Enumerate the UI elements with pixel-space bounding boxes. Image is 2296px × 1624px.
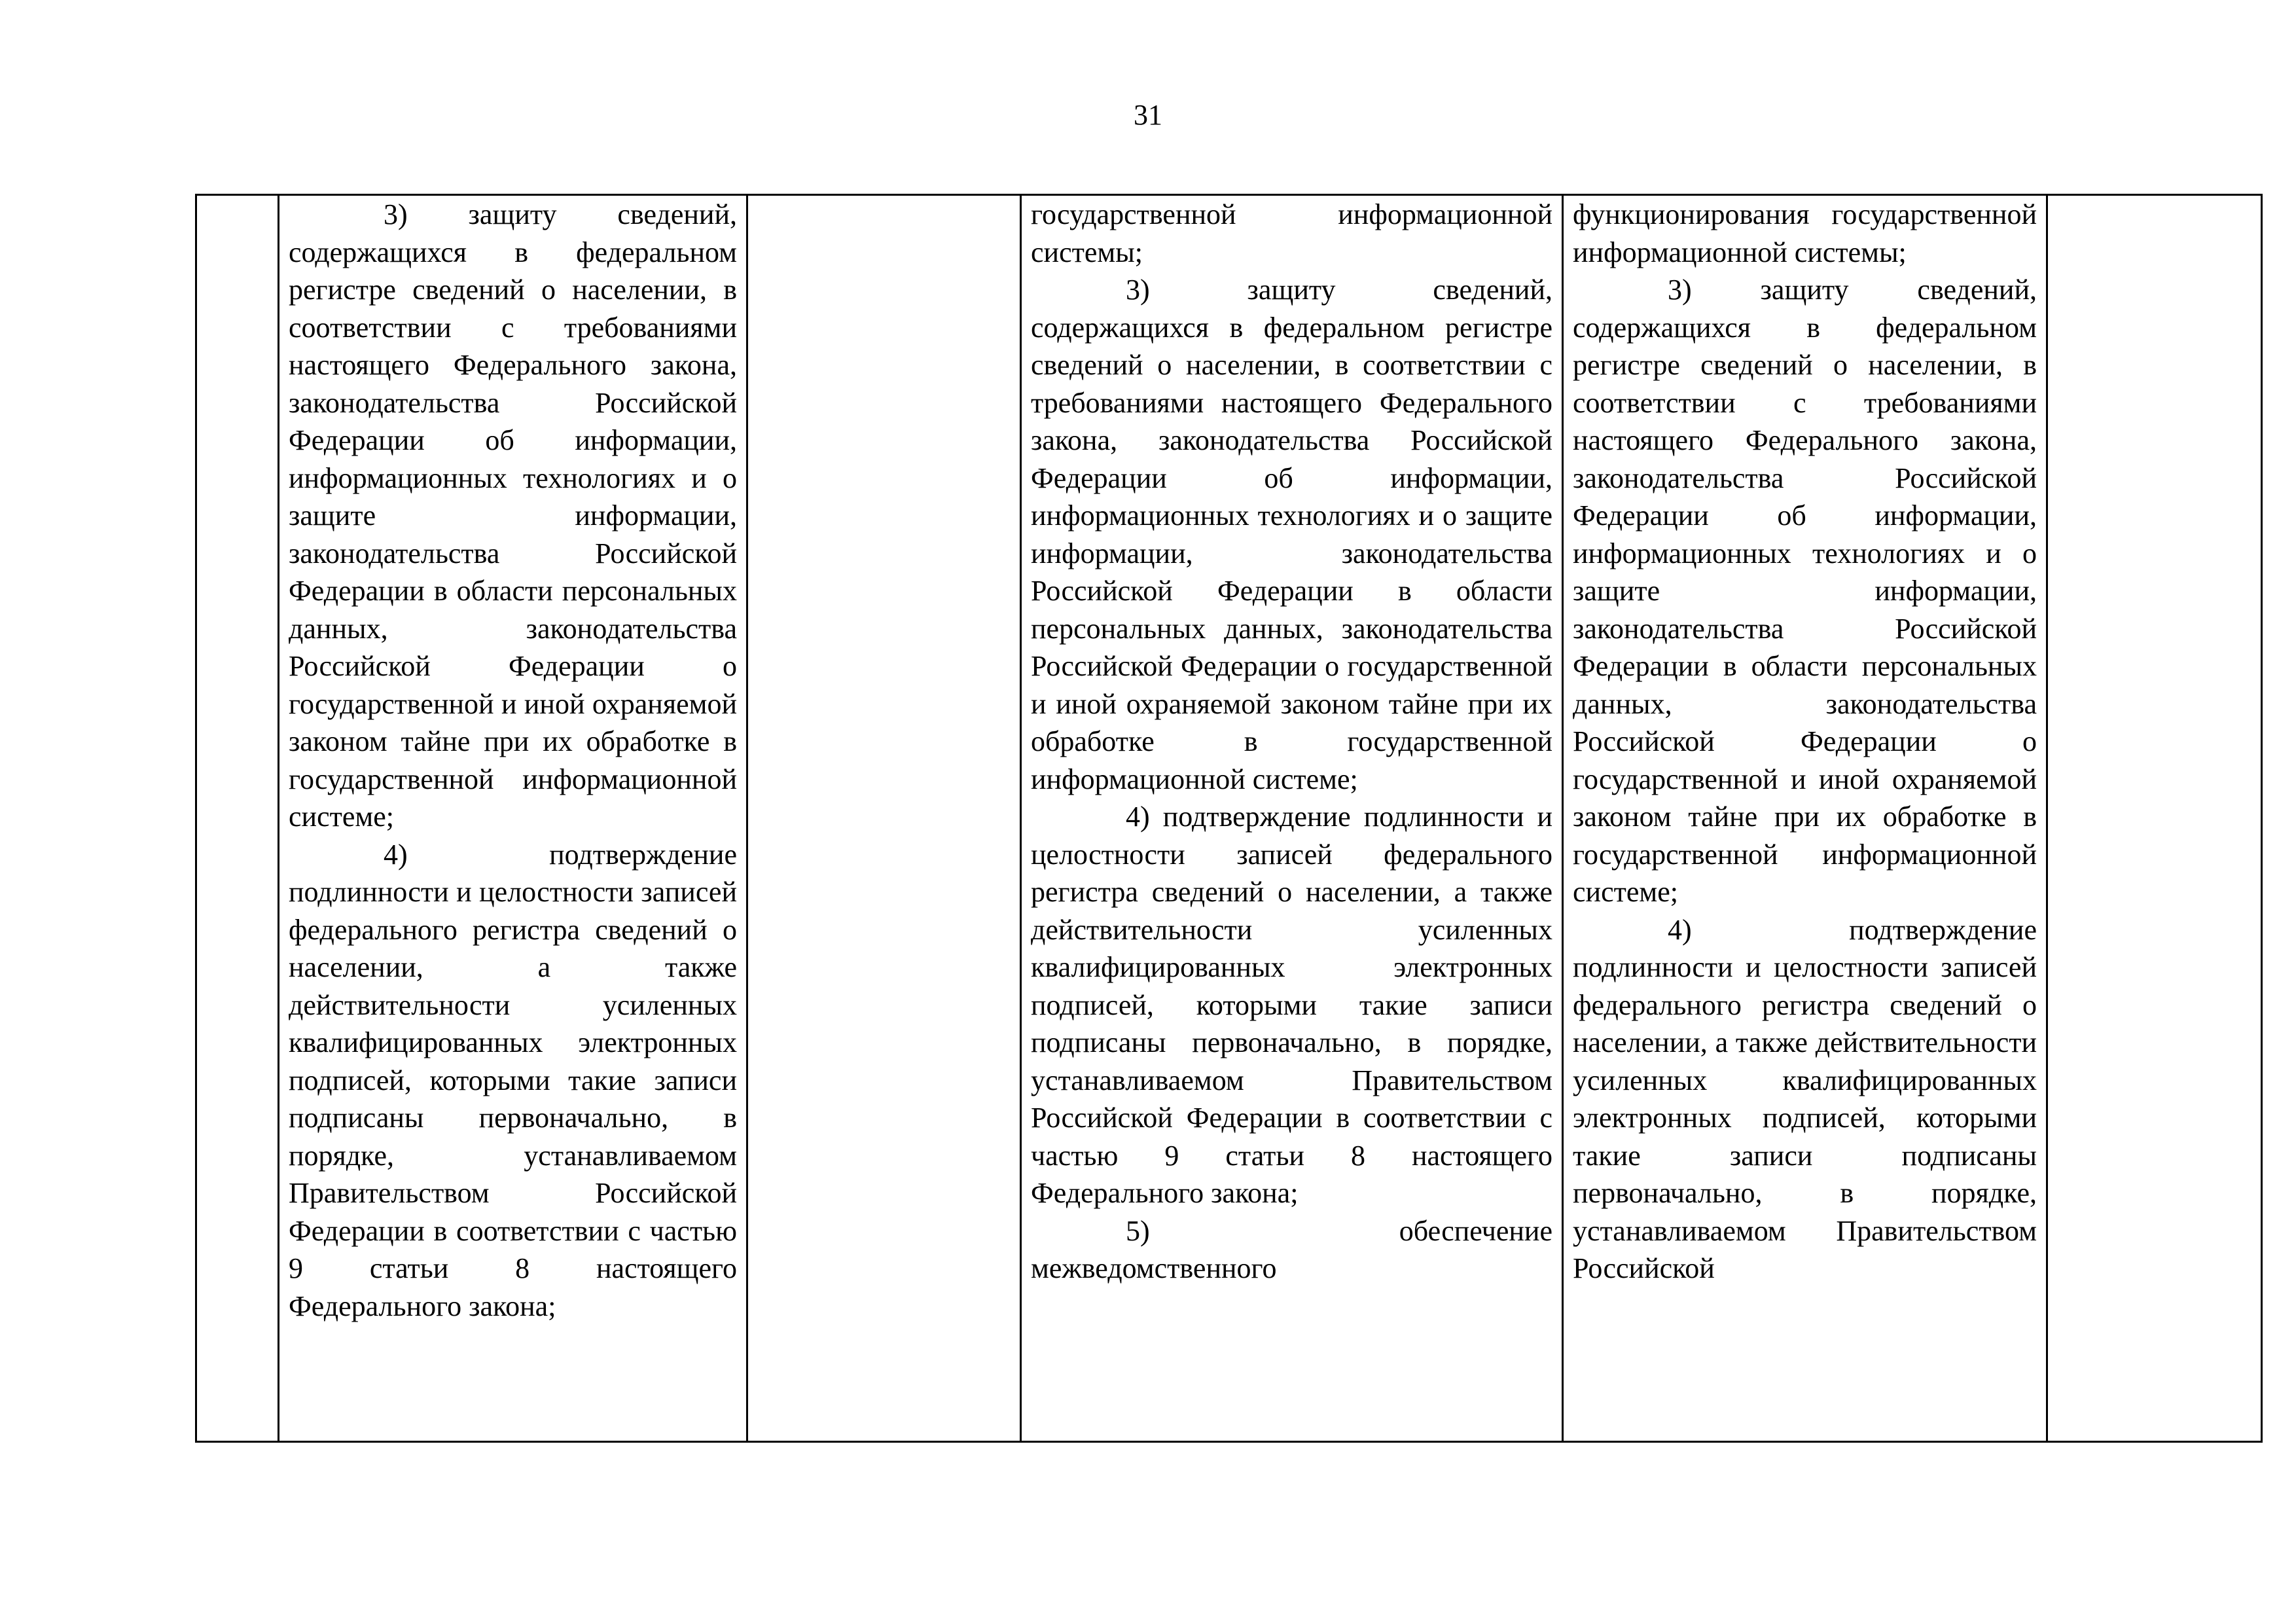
current-text [289,196,737,1325]
paragraph: функционирования государственной информационной системы; [1573,198,2037,268]
cell-proposed-text [1021,195,1563,1442]
paragraph: 3) защиту сведений, содержащихся в федеральном регистре сведений о населении, в соответствии с требованиями настоящего Федерального закона, законодательства Российской Федерации об информации, информационных технологиях и о защите информации, законодательства Российской Федерации в области персональных данных, законодательства Российской Федерации о государственной и иной охраняемой законом тайне при их обработке в государственной информационной системе; [1031,274,1552,795]
final-text [1573,196,2037,1288]
paragraph: 4) подтверждение подлинности и целостности записей федерального регистра сведений о населении, а также действительности усиленных квалифицированных электронных подписей, которыми такие записи подписаны первоначально, в порядке, устанавливаемом Правительством Российской Федерации в соответствии с частью 9 статьи 8 настоящего Федерального закона; [289,838,737,1322]
paragraph: 4) подтверждение подлинности и целостности записей федерального регистра сведений о населении, а также действительности усиленных квалифицированных электронных подписей, которыми такие записи подписаны первоначально, в порядке, устанавливаемом Правительством Российской Федерации в соответствии с частью 9 статьи 8 настоящего Федерального закона; [1031,801,1552,1209]
cell-final-text [1563,195,2047,1442]
page-number: 31 [1134,99,1162,131]
paragraph: государственной информационной системы; [1031,198,1552,268]
cell-empty [747,195,1021,1442]
paragraph: 3) защиту сведений, содержащихся в федеральном регистре сведений о населении, в соответствии с требованиями настоящего Федерального закона, законодательства Российской Федерации об информации, информационных технологиях и о защите информации, законодательства Российской Федерации в области персональных данных, законодательства Российской Федерации о государственной и иной охраняемой законом тайне при их обработке в государственной информационной системе; [1573,274,2037,908]
paragraph: 4) подтверждение подлинности и целостности записей федерального регистра сведений о населении, а также действительности усиленных квалифицированных электронных подписей, которыми такие записи подписаны первоначально, в порядке, устанавливаемом Правительством Российской [1573,913,2037,1284]
paragraph: 5) обеспечение межведомственного [1031,1214,1552,1284]
comparison-table [195,194,2263,1443]
cell-notes [2047,195,2262,1442]
table-row [196,195,2262,1442]
paragraph: 3) защиту сведений, содержащихся в федеральном регистре сведений о населении, в соответствии с требованиями настоящего Федерального закона, законодательства Российской Федерации об информации, информационных технологиях и о защите информации, законодательства Российской Федерации в области персональных данных, законодательства Российской Федерации о государственной и иной охраняемой законом тайне при их обработке в государственной информационной системе; [289,198,737,833]
proposed-text [1031,196,1552,1288]
cell-number [196,195,279,1442]
cell-current-text [279,195,747,1442]
